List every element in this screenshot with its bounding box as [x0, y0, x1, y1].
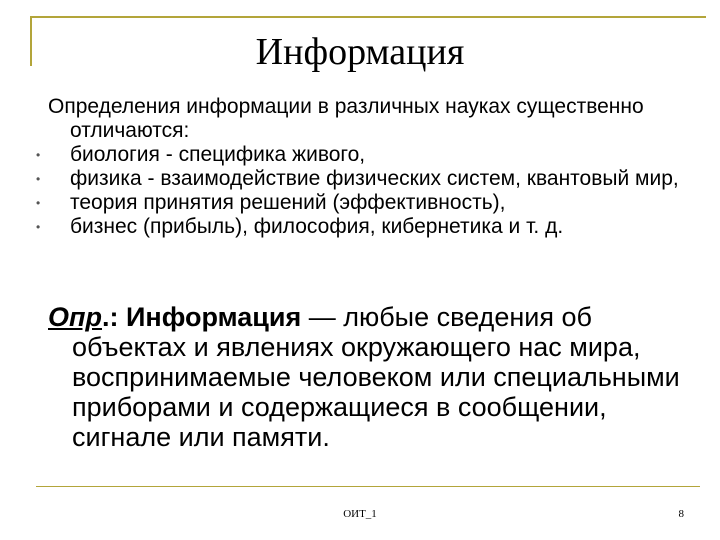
bullet-icon: •	[36, 172, 41, 186]
list-item	[36, 215, 688, 239]
definition-label: Опр	[48, 302, 102, 332]
definition-paragraph	[48, 302, 688, 452]
intro-text: Определения информации в различных науках существенно отличаются:	[48, 95, 644, 142]
intro-block	[36, 95, 688, 239]
footer-label: ОИТ_1	[343, 508, 377, 520]
bullet-text: теория принятия решений (эффективность),	[70, 191, 506, 214]
frame-bottom-line	[36, 486, 700, 487]
definition-label-suffix: .:	[102, 302, 126, 332]
list-item	[36, 167, 688, 191]
list-item	[36, 191, 688, 215]
bullet-text: биология - специфика живого,	[70, 143, 366, 166]
page-number: 8	[678, 508, 684, 520]
list-item	[36, 143, 688, 167]
bullet-list	[36, 143, 688, 239]
bullet-text: бизнес (прибыль), философия, кибернетика и т. д.	[70, 215, 564, 238]
definition-text: — любые сведения об объектах и явлениях окружающего нас мира, воспринимаемые человеком или специальными приборами и содержащиеся в сообщении, сигнале или памяти.	[72, 302, 680, 452]
slide-title: Информация	[255, 31, 465, 73]
bullet-icon: •	[36, 196, 41, 210]
bullet-text: физика - взаимодействие физических систем, квантовый мир,	[70, 167, 679, 190]
bullet-icon: •	[36, 148, 41, 162]
bullet-icon: •	[36, 220, 41, 234]
definition-term: Информация	[126, 302, 302, 332]
frame-top-line	[30, 16, 706, 18]
